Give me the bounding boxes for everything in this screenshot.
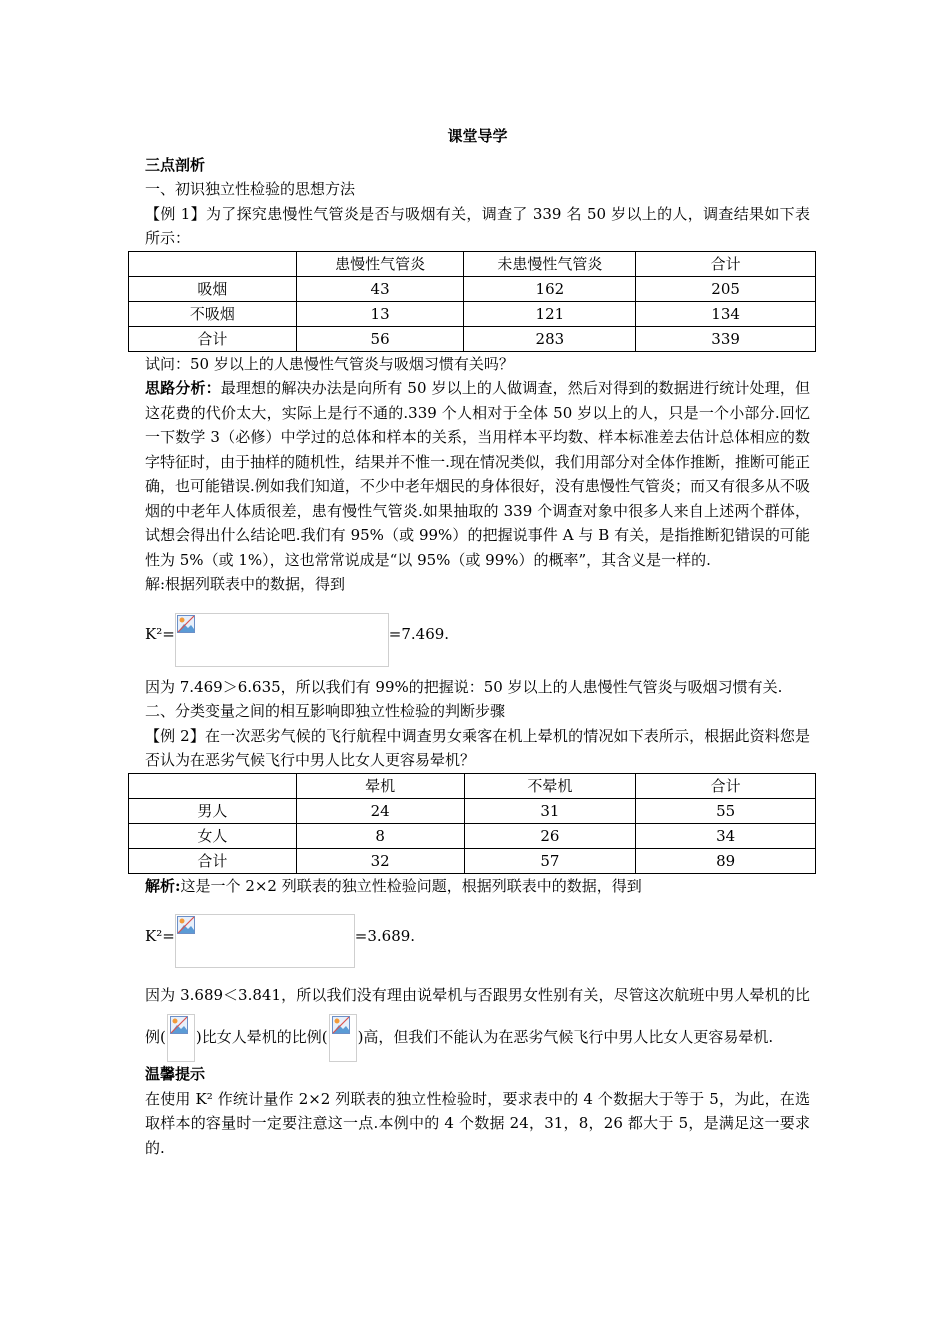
example2-conclusion [145,976,810,1062]
table-cell: 43 [296,276,464,301]
table-cell: 13 [296,301,464,326]
analysis-text: 这是一个 2×2 列联表的独立性检验问题，根据列联表中的数据，得到 [180,876,642,895]
table-cell: 晕机 [296,773,464,798]
table-row [129,326,816,351]
document-page [145,124,810,1160]
fraction-image-placeholder [167,1014,195,1062]
example1-solution: 解:根据列联表中的数据，得到 [145,575,346,593]
table-cell: 合计 [129,848,297,873]
table-cell: 34 [636,823,816,848]
table-row [129,276,816,301]
table-header-row [129,773,816,798]
table-cell: 未患慢性气管炎 [464,251,636,276]
example2-label: 【例 2】 [145,726,205,745]
conclusion-part-c: )高，但我们不能认为在恶劣气候飞行中男人比女人更容易晕机. [357,1028,774,1046]
page-title: 课堂导学 [447,127,508,145]
table-cell: 男人 [129,798,297,823]
table-cell: 不吸烟 [129,301,297,326]
table-cell: 吸烟 [129,276,297,301]
example1-table [128,251,816,352]
broken-image-icon [170,1016,188,1034]
example1-statement [145,202,810,251]
example1-label: 【例 1】 [145,204,206,223]
example2-analysis [145,874,810,899]
broken-image-icon [177,615,195,633]
table-cell: 24 [296,798,464,823]
table-cell: 89 [636,848,816,873]
table-cell: 8 [296,823,464,848]
example1-question: 试问：50 岁以上的人患慢性气管炎与吸烟习惯有关吗？ [145,354,514,373]
analysis-text: 最理想的解决办法是向所有 50 岁以上的人做调查，然后对得到的数据进行统计处理，但这花费的代价太大，实际上是行不通的.339 个人相对于全体 50 岁以上的人，只是一个小部分.回忆一下数学 3（必修）中学过的总体和样本的关系，当用样本平均数、样本标准差去估计总体相应的数字特征时，由于抽样的随机性，结果并不惟一.现在情况类似，我们用部分对全体作推断，推断可能正确，也可能错误.例如我们知道，不少中老年烟民的身体很好，没有患慢性气管炎；而又有很多从不吸烟的中老年人体质很差，患有慢性气管炎.如果抽取的 339 个调查对象中很多人来自上述两个群体，试想会得出什么结论吧.我们有 95%（或 99%）的把握说事件 A 与 B 有关，是指推断犯错误的可能性为 5%（或 1%），这也常常说成是“以 95%（或 99%）的概率”，其含义是一样的. [145,379,810,569]
k2-result: =3.689. [354,926,416,945]
k2-prefix: K²= [145,625,175,644]
table-cell: 57 [464,848,636,873]
table-cell: 32 [296,848,464,873]
tip-text: 在使用 K² 作统计量作 2×2 列联表的独立性检验时，要求表中的 4 个数据大于等于 5，为此，在选取样本的容量时一定要注意这一点.本例中的 4 个数据 24，31，8，26 都大于 5，是满足这一要求的. [145,1089,810,1157]
formula-image-placeholder [175,613,389,667]
table-row [129,798,816,823]
table-row [129,301,816,326]
table-cell: 121 [464,301,636,326]
example1-text: 为了探究患慢性气管炎是否与吸烟有关，调查了 339 名 50 岁以上的人，调查结果如下表所示： [145,204,811,247]
table-cell: 134 [636,301,816,326]
example1-conclusion: 因为 7.469＞6.635，所以我们有 99%的把握说：50 岁以上的人患慢性气管炎与吸烟习惯有关. [145,677,783,696]
broken-image-icon [177,916,195,934]
fraction-image-placeholder [329,1014,357,1062]
section1-heading: 一、初识独立性检验的思想方法 [145,180,356,198]
table-cell: 283 [464,326,636,351]
example2-text: 在一次恶劣气候的飞行航程中调查男女乘客在机上晕机的情况如下表所示，根据此资料您是否认为在恶劣气候飞行中男人比女人更容易晕机？ [145,726,811,769]
example2-statement [145,724,810,773]
table-row [129,823,816,848]
k2-formula-1 [145,603,810,667]
tip-heading: 温馨提示 [145,1065,206,1083]
table-cell: 339 [636,326,816,351]
table-cell: 162 [464,276,636,301]
k2-result: =7.469. [388,625,450,644]
conclusion-part-a: 因为 3.689＜3.841，所以我们没有理由说晕机与否跟男女性别有关，尽管这次航班中男人晕机的比例( [145,986,810,1046]
table-cell: 31 [464,798,636,823]
example2-table [128,773,816,874]
formula-image-placeholder [175,914,355,968]
table-cell: 女人 [129,823,297,848]
table-cell: 合计 [129,326,297,351]
section2-heading: 二、分类变量之间的相互影响即独立性检验的判断步骤 [145,702,506,720]
conclusion-part-b: )比女人晕机的比例( [195,1028,328,1046]
table-cell: 205 [636,276,816,301]
example1-analysis [145,376,810,572]
table-cell: 合计 [636,251,816,276]
table-row [129,848,816,873]
table-cell: 不晕机 [464,773,636,798]
table-cell: 56 [296,326,464,351]
table-cell: 26 [464,823,636,848]
analysis-label: 解析: [145,876,181,895]
k2-prefix: K²= [145,926,175,945]
analysis-label: 思路分析： [145,379,221,397]
section-heading: 三点剖析 [145,155,206,174]
k2-formula-2 [145,904,810,968]
table-cell [129,251,297,276]
table-cell [129,773,297,798]
table-cell: 55 [636,798,816,823]
table-cell: 合计 [636,773,816,798]
table-header-row [129,251,816,276]
broken-image-icon [332,1016,350,1034]
table-cell: 患慢性气管炎 [296,251,464,276]
